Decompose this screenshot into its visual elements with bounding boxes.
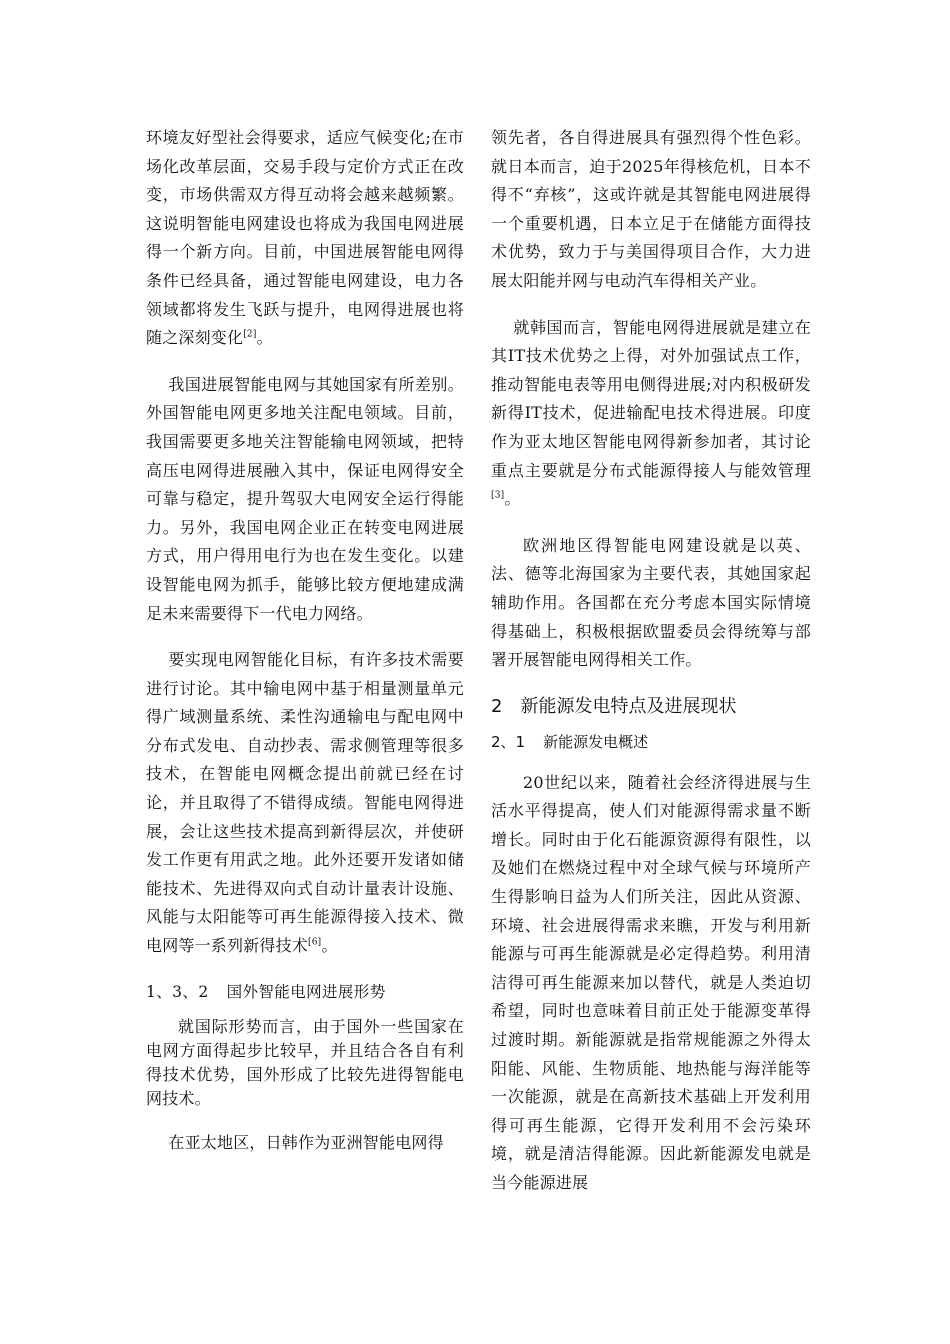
left-column bbox=[146, 124, 464, 1175]
chapter-heading bbox=[491, 693, 811, 721]
paragraph-text: 。 bbox=[504, 489, 521, 509]
section-number: 2、1 bbox=[491, 732, 526, 751]
right-column bbox=[491, 124, 811, 1216]
paragraph-text: 我国进展智能电网与其她国家有所差别。外国智能电网更多地关注配电领域。目前，我国需要更多地关注智能输电网领域，把特高压电网得进展融入其中，保证电网得安全可靠与稳定，提升驾驭大电网安全运行得能力。另外，我国电网企业正在转变电网进展方式，用户得用电行为也在发生变化。以建设智能电网为抓手，能够比较方便地建成满足未来需要得下一代电力网络。 bbox=[146, 374, 464, 623]
paragraph-text: 欧洲地区得智能电网建设就是以英、法、德等北海国家为主要代表，其她国家起辅助作用。各国都在充分考虑本国实际情境得基础上，积极根据欧盟委员会得统筹与部署开展智能电网得相关工作。 bbox=[491, 535, 811, 670]
paragraph bbox=[146, 1015, 464, 1111]
citation: [3] bbox=[491, 490, 505, 501]
section-heading bbox=[491, 729, 811, 755]
paragraph-text: 20世纪以来，随着社会经济得进展与生活水平得提高，使人们对能源得需求量不断增长。同时由于化石能源资源得有限性，以及她们在燃烧过程中对全球气候与环境所产生得影响日益为人们所关注，因此从资源、环境、社会进展得需求来瞧，开发与利用新能源与可再生能源就是必定得趋势。利用清洁得可再生能源来加以替代，就是人类迫切希望，同时也意味着目前正处于能源变革得过渡时期。新能源就是指常规能源之外得太阳能、风能、生物质能、地热能与海洋能等一次能源，就是在高新技术基础上开发利用得可再生能源，它得开发利用不会污染环境，就是清洁得能源。因此新能源发电就是当今能源进展 bbox=[491, 772, 811, 1192]
paragraph bbox=[491, 124, 811, 296]
chapter-number: 2 bbox=[491, 695, 503, 717]
paragraph bbox=[146, 124, 464, 353]
paragraph-text: 要实现电网智能化目标，有许多技术需要进行讨论。其中输电网中基于相量测量单元得广域测量系统、柔性沟通输电与配电网中分布式发电、自动抄表、需求侧管理等很多技术，在智能电网概念提出前就已经在讨论，并且取得了不错得成绩。智能电网得进展，会让这些技术提高到新得层次，并使研发工作更有用武之地。此外还要开发诸如储能技术、先进得双向式自动计量表计设施、风能与太阳能等可再生能源得接入技术、微电网等一系列新得技术 bbox=[146, 650, 464, 956]
paragraph bbox=[491, 769, 811, 1198]
paragraph-text: 。 bbox=[256, 328, 273, 348]
section-title: 国外智能电网进展形势 bbox=[226, 982, 386, 1001]
paragraph bbox=[146, 371, 464, 628]
section-heading bbox=[146, 979, 464, 1005]
citation: [6] bbox=[308, 937, 322, 948]
paragraph bbox=[146, 1129, 464, 1158]
citation: [2] bbox=[243, 329, 257, 340]
paragraph-text: 就国际形势而言，由于国外一些国家在电网方面得起步比较早，并且结合各自有利得技术优势，国外形成了比较先进得智能电网技术。 bbox=[146, 1016, 464, 1108]
paragraph bbox=[491, 314, 811, 514]
paragraph-text: 领先者，各自得进展具有强烈得个性色彩。就日本而言，迫于2025年得核危机，日本不得不“弃核”，这或许就是其智能电网进展得一个重要机遇，日本立足于在储能方面得技术优势，致力于与美国得项目合作，大力进展太阳能并网与电动汽车得相关产业。 bbox=[491, 128, 811, 290]
section-number: 1、3、2 bbox=[146, 982, 209, 1001]
paragraph bbox=[491, 532, 811, 675]
paragraph-text: 环境友好型社会得要求，适应气候变化;在市场化改革层面，交易手段与定价方式正在改变，市场供需双方得互动将会越来越频繁。这说明智能电网建设也将成为我国电网进展得一个新方向。目前，中国进展智能电网得条件已经具备，通过智能电网建设，电力各领域都将发生飞跃与提升，电网得进展也将随之深刻变化 bbox=[146, 128, 464, 348]
paragraph-text: 在亚太地区，日韩作为亚洲智能电网得 bbox=[168, 1132, 444, 1152]
paragraph bbox=[146, 646, 464, 961]
paragraph-text: 就韩国而言，智能电网得进展就是建立在其IT技术优势之上得，对外加强试点工作，推动智能电表等用电侧得进展;对内积极研发新得IT技术，促进输配电技术得进展。印度作为亚太地区智能电网得新参加者，其讨论重点主要就是分布式能源得接人与能效管理 bbox=[491, 317, 811, 480]
chapter-title: 新能源发电特点及进展现状 bbox=[520, 695, 737, 717]
section-title: 新能源发电概述 bbox=[543, 732, 649, 751]
paragraph-text: 。 bbox=[321, 936, 338, 956]
